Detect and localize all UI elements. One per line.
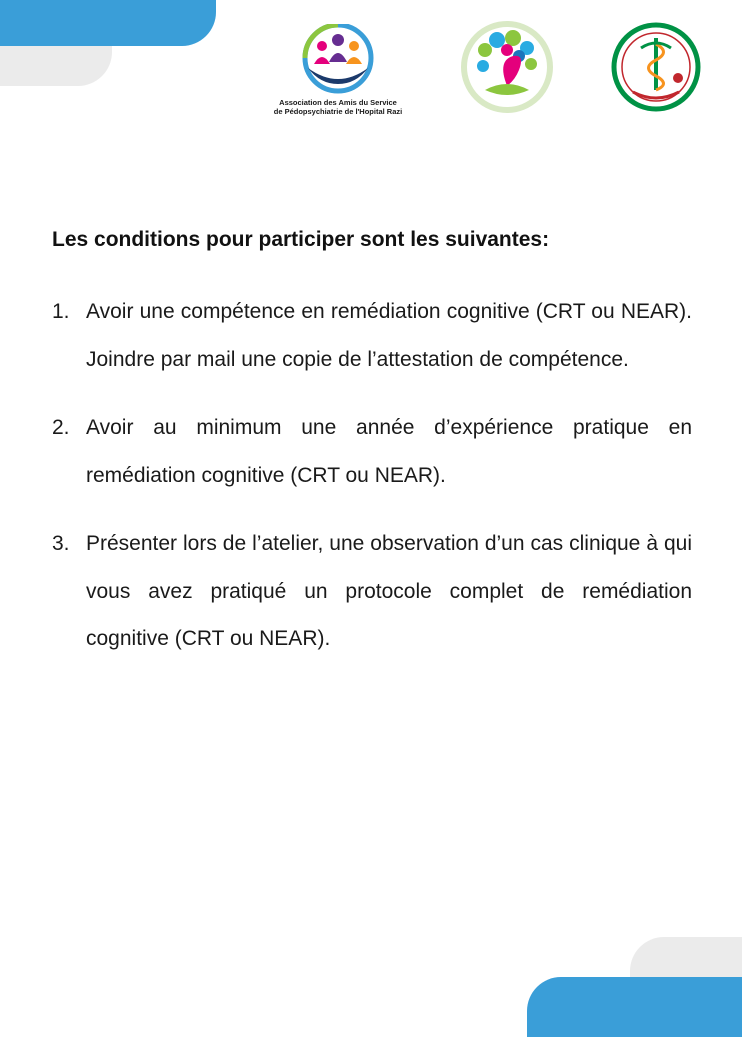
condition-item-2: [52, 404, 692, 499]
association-caption-line-2: de Pédopsychiatrie de l'Hopital Razi: [273, 107, 403, 116]
condition-number: 1.: [52, 300, 70, 323]
condition-number: 2.: [52, 416, 70, 439]
condition-item-3: [52, 520, 692, 663]
caduceus-emblem-icon: [611, 22, 701, 112]
association-logo: [268, 24, 408, 124]
condition-text: Avoir une compétence en remédiation cognitive (CRT ou NEAR). Joindre par mail une copie de l’attestation de compétence.: [86, 300, 692, 371]
hospital-razi-logo: [611, 22, 701, 112]
condition-text: Avoir au minimum une année d’expérience pratique en remédiation cognitive (CRT ou NEAR).: [86, 416, 692, 487]
condition-number: 3.: [52, 532, 70, 555]
condition-text: Présenter lors de l’atelier, une observation d’un cas clinique à qui vous avez pratiqué un protocole complet de remédiation cognitive (CRT ou NEAR).: [86, 532, 692, 650]
tree-logo: [455, 20, 559, 114]
tree-person-icon: [455, 20, 559, 114]
corner-decoration-top-left-blue: [0, 0, 216, 46]
page-title: Les conditions pour participer sont les suivantes:: [52, 228, 550, 251]
conditions-list: [52, 288, 692, 663]
corner-decoration-bottom-right-blue: [527, 977, 742, 1037]
condition-item-1: [52, 288, 692, 383]
family-hands-icon: [298, 24, 378, 98]
association-caption-line-1: Association des Amis du Service: [279, 98, 397, 107]
